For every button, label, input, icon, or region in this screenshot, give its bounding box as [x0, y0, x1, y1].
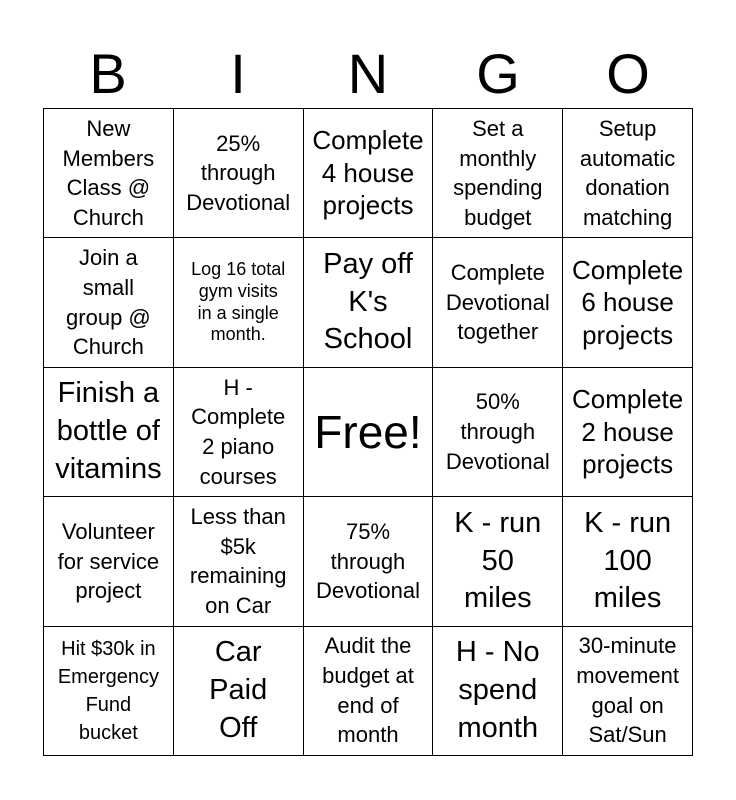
header-letter-n: N	[347, 42, 389, 105]
bingo-cell[interactable]: Hit $30k in Emergency Fund bucket	[44, 627, 174, 756]
bingo-cell[interactable]: 25% through Devotional	[174, 109, 304, 238]
bingo-cell[interactable]: K - run 50 miles	[433, 497, 563, 626]
bingo-cell[interactable]: K - run 100 miles	[563, 497, 693, 626]
bingo-cell[interactable]: New Members Class @ Church	[44, 109, 174, 238]
free-space-cell[interactable]: Free!	[304, 368, 434, 497]
bingo-cell[interactable]: Setup automatic donation matching	[563, 109, 693, 238]
bingo-cell[interactable]: Car Paid Off	[174, 627, 304, 756]
bingo-cell[interactable]: Log 16 total gym visits in a single month.	[174, 238, 304, 367]
header-letter-g: G	[476, 42, 520, 105]
bingo-cell[interactable]: H - Complete 2 piano courses	[174, 368, 304, 497]
bingo-cell[interactable]: 75% through Devotional	[304, 497, 434, 626]
bingo-cell[interactable]: Complete Devotional together	[433, 238, 563, 367]
bingo-cell[interactable]: 50% through Devotional	[433, 368, 563, 497]
bingo-card-grid	[43, 108, 693, 756]
bingo-cell[interactable]: Pay off K's School	[304, 238, 434, 367]
bingo-cell[interactable]: Join a small group @ Church	[44, 238, 174, 367]
bingo-cell[interactable]: Complete 2 house projects	[563, 368, 693, 497]
bingo-cell[interactable]: Finish a bottle of vitamins	[44, 368, 174, 497]
bingo-cell[interactable]: Set a monthly spending budget	[433, 109, 563, 238]
header-letter-i: I	[230, 42, 246, 105]
bingo-cell[interactable]: Complete 4 house projects	[304, 109, 434, 238]
header-letter-o: O	[606, 42, 650, 105]
header-letter-b: B	[89, 42, 127, 105]
bingo-cell[interactable]: Less than $5k remaining on Car	[174, 497, 304, 626]
bingo-cell[interactable]: Audit the budget at end of month	[304, 627, 434, 756]
bingo-cell[interactable]: Volunteer for service project	[44, 497, 174, 626]
bingo-cell[interactable]: H - No spend month	[433, 627, 563, 756]
bingo-cell[interactable]: Complete 6 house projects	[563, 238, 693, 367]
bingo-header	[43, 40, 693, 108]
bingo-cell[interactable]: 30-minute movement goal on Sat/Sun	[563, 627, 693, 756]
